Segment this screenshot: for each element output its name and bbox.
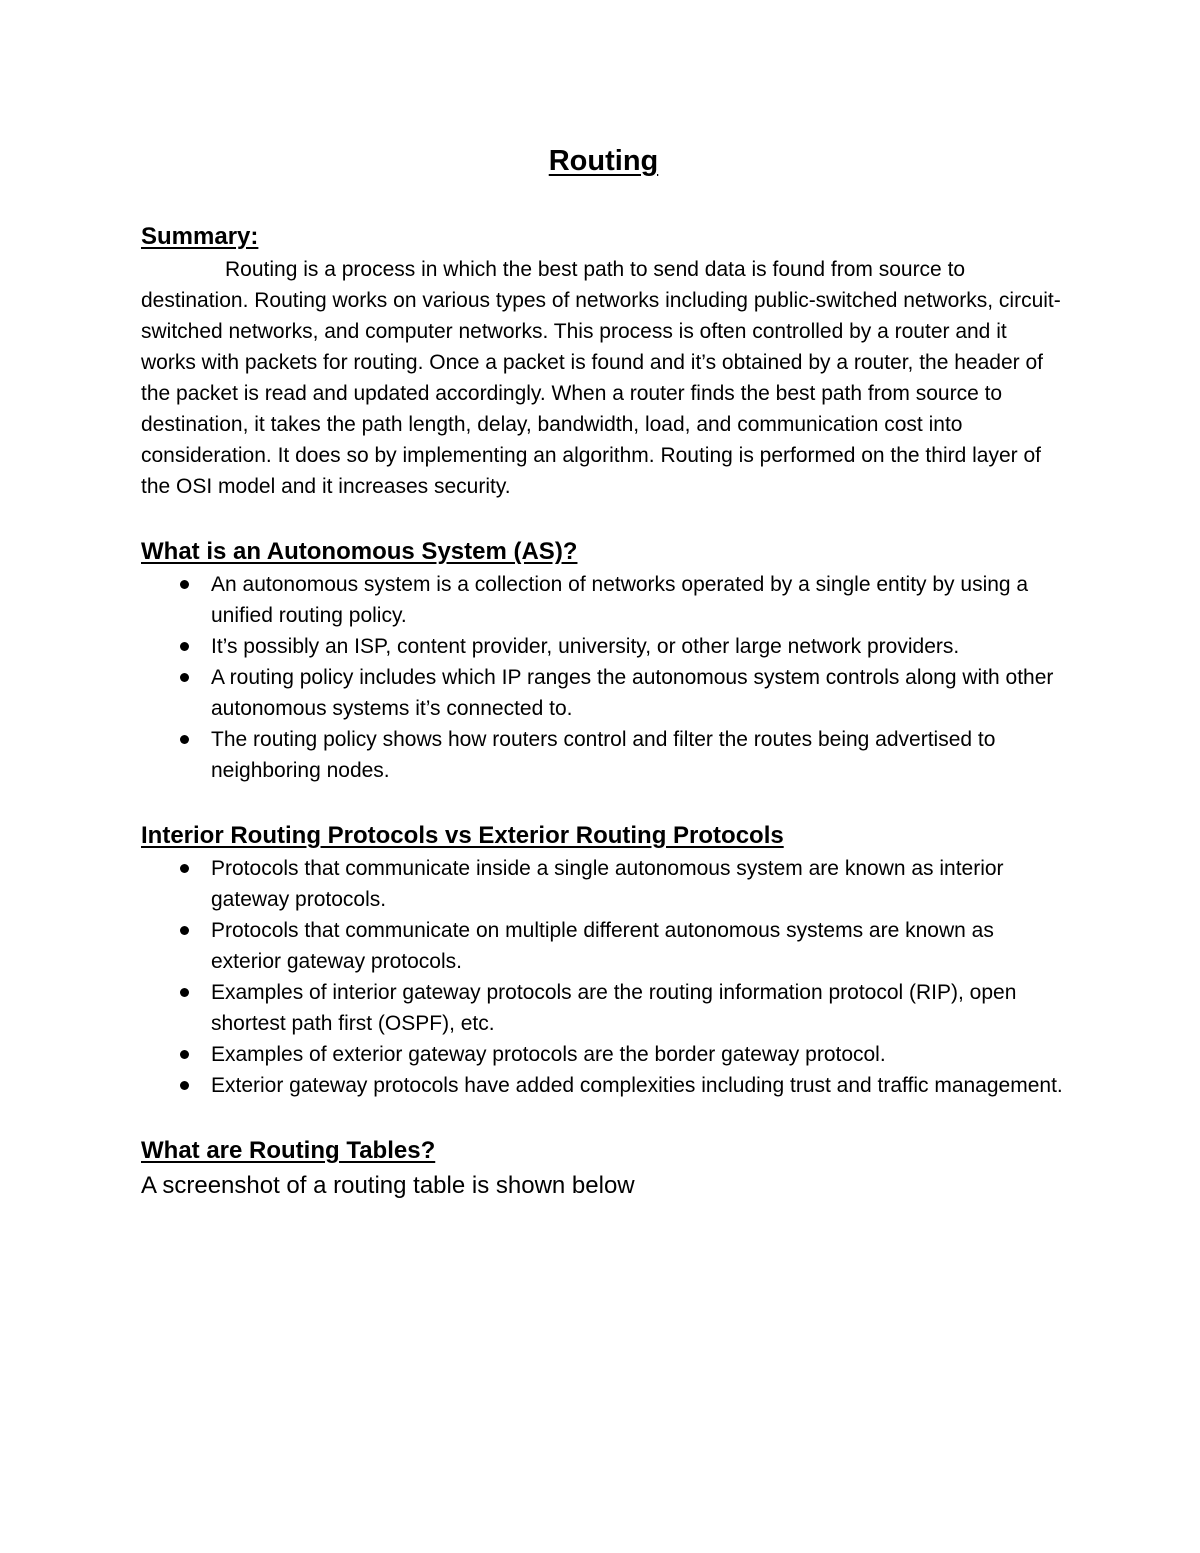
list-item-text: It’s possibly an ISP, content provider, university, or other large network providers. — [211, 635, 960, 658]
list-item — [141, 662, 1066, 724]
bullet-icon — [180, 673, 189, 682]
list-item — [141, 977, 1066, 1039]
list-item — [141, 724, 1066, 786]
bullet-icon — [180, 926, 189, 935]
section-heading: What is an Autonomous System (AS)? — [141, 538, 578, 565]
section-interior-vs-exterior — [141, 819, 1066, 1101]
list-item-text: A routing policy includes which IP ranges the autonomous system controls along with other autonomous systems it’s connected to. — [211, 666, 1054, 720]
bullet-list — [141, 853, 1066, 1101]
list-item — [141, 853, 1066, 915]
list-item — [141, 631, 1066, 662]
bullet-icon — [180, 1081, 189, 1090]
list-item — [141, 1070, 1066, 1101]
list-item — [141, 569, 1066, 631]
summary-heading: Summary: — [141, 223, 259, 250]
bullet-icon — [180, 1050, 189, 1059]
bullet-icon — [180, 864, 189, 873]
document-page — [141, 140, 1066, 1204]
bullet-icon — [180, 988, 189, 997]
list-item — [141, 915, 1066, 977]
bullet-icon — [180, 580, 189, 589]
document-title: Routing — [548, 145, 659, 177]
section-routing-tables — [141, 1134, 1066, 1204]
section-autonomous-system — [141, 535, 1066, 786]
list-item-text: An autonomous system is a collection of networks operated by a single entity by using a unified routing policy. — [211, 573, 1029, 627]
list-item-text: Examples of interior gateway protocols are the routing information protocol (RIP), open shortest path first (OSPF), etc. — [211, 981, 1017, 1035]
list-item-text: The routing policy shows how routers control and filter the routes being advertised to neighboring nodes. — [211, 728, 996, 782]
section-heading: Interior Routing Protocols vs Exterior Routing Protocols — [141, 822, 784, 849]
list-item-text: Protocols that communicate inside a single autonomous system are known as interior gateway protocols. — [211, 857, 1004, 911]
bullet-icon — [180, 642, 189, 651]
summary-paragraph: Routing is a process in which the best path to send data is found from source to destination. Routing works on various types of networks including public-switched networks, circuit-switched networks, and computer networks. This process is often controlled by a router and it works with packets for routing. Once a packet is found and it’s obtained by a router, the header of the packet is read and updated accordingly. When a router finds the best path from source to destination, it takes the path length, delay, bandwidth, load, and communication cost into consideration. It does so by implementing an algorithm. Routing is performed on the third layer of the OSI model and it increases security. — [141, 258, 1061, 498]
list-item — [141, 1039, 1066, 1070]
section-heading: What are Routing Tables? — [141, 1137, 436, 1164]
list-item-text: Examples of exterior gateway protocols are the border gateway protocol. — [211, 1043, 886, 1066]
list-item-text: Exterior gateway protocols have added complexities including trust and traffic management. — [211, 1074, 1063, 1097]
bullet-icon — [180, 735, 189, 744]
list-item-text: Protocols that communicate on multiple different autonomous systems are known as exterior gateway protocols. — [211, 919, 994, 973]
bullet-list — [141, 569, 1066, 786]
routing-table-caption: A screenshot of a routing table is shown below — [141, 1172, 635, 1199]
